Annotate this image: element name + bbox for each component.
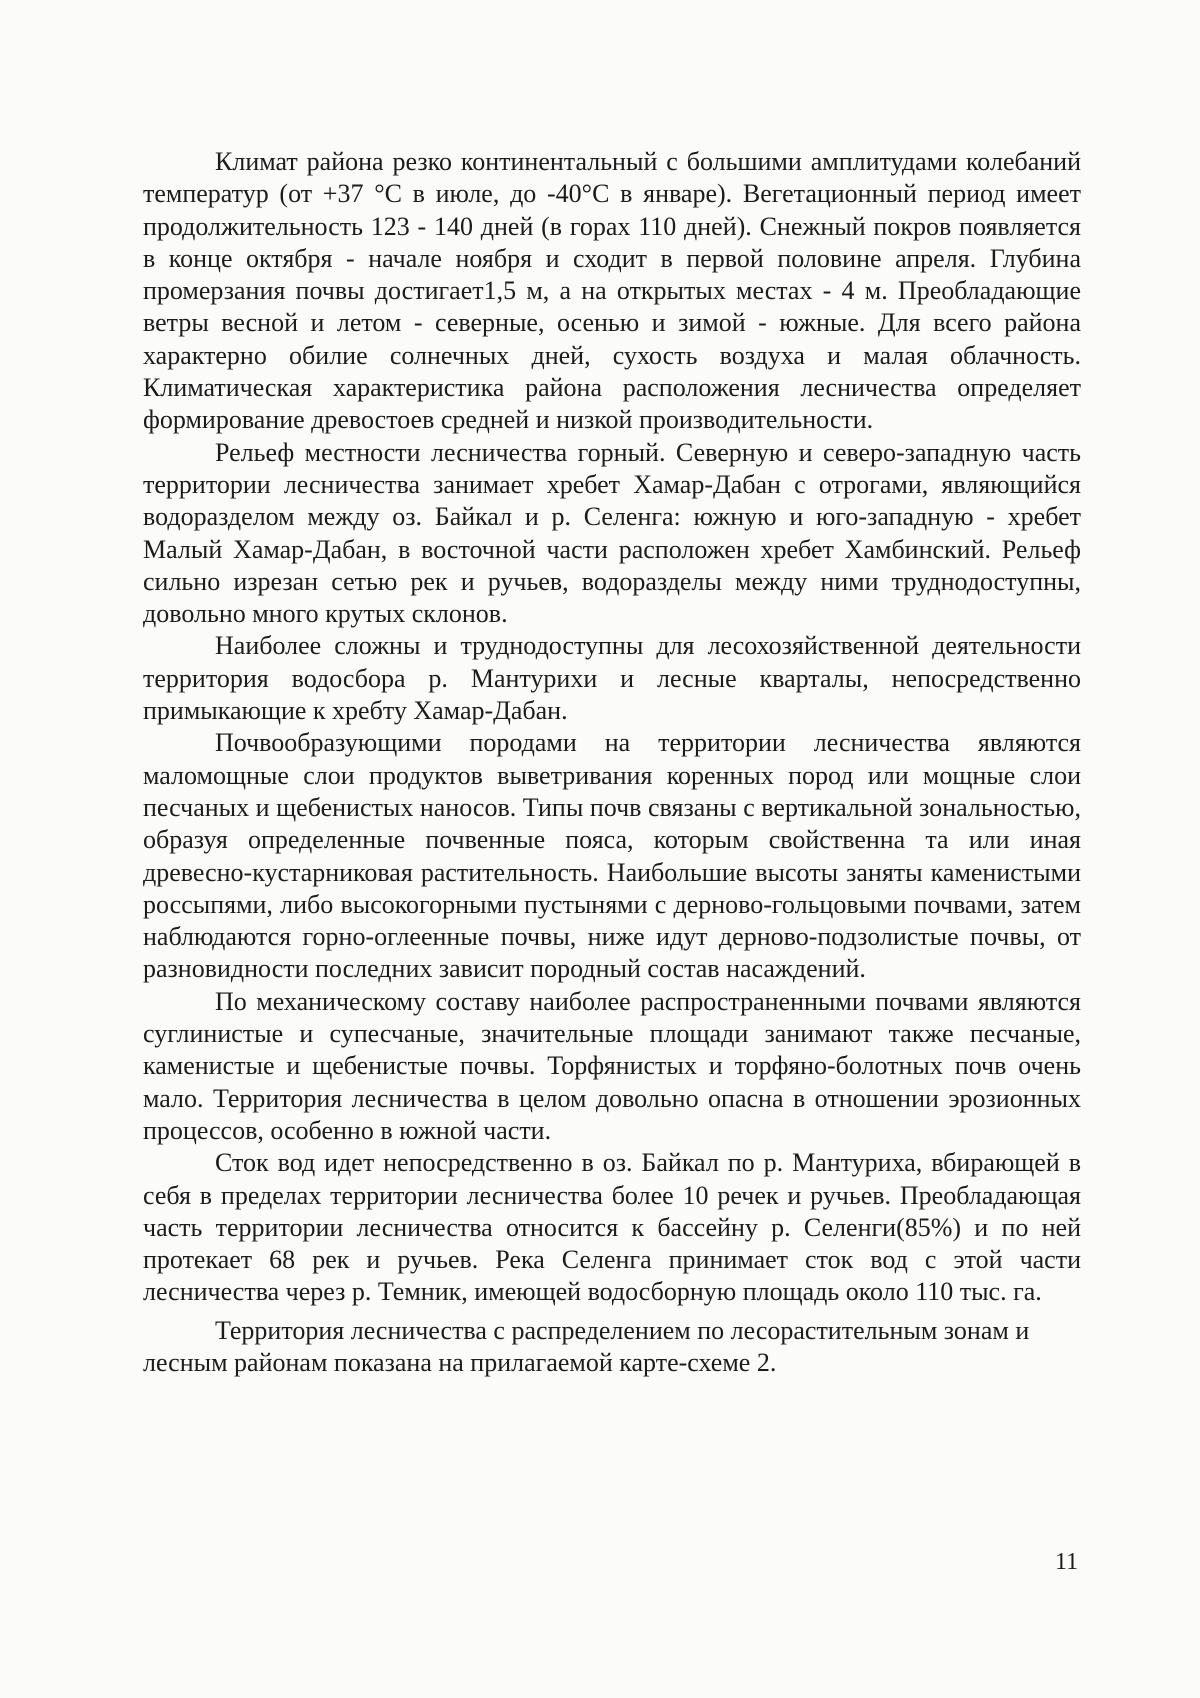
paragraph-relief: Рельеф местности лесничества горный. Северную и северо-западную часть территории лесничества занимает хребет Хамар-Дабан с отрогами, являющийся водоразделом между оз. Байкал и р. Селенга: южную и юго-западную - хребет Малый Хамар-Дабан, в восточной части расположен хребет Хамбинский. Рельеф сильно изрезан сетью рек и ручьев, водоразделы между ними труднодоступны, довольно много крутых склонов.	[143, 437, 1081, 629]
paragraph-difficult-terrain: Наиболее сложны и труднодоступны для лесохозяйственной деятельности территория водосбора р. Мантурихи и лесные кварталы, непосредственно примыкающие к хребту Хамар-Дабан.	[143, 631, 1081, 726]
page-number: 11	[1055, 1549, 1079, 1575]
paragraph-water-runoff: Сток вод идет непосредственно в оз. Байкал по р. Мантуриха, вбирающей в себя в пределах территории лесничества более 10 речек и ручьев. Преобладающая часть территории лесничества относится к бассейну р. Селенги(85%) и по ней протекает 68 рек и ручьев. Река Селенга принимает сток вод с этой части лесничества через р. Темник, имеющей водосборную площадь около 110 тыс. га.	[143, 1148, 1081, 1307]
paragraph-climate: Климат района резко континентальный с большими амплитудами колебаний температур (от +37 °С в июле, до -40°С в январе). Вегетационный период имеет продолжительность 123 - 140 дней (в горах 110 дней). Снежный покров появляется в конце октября - начале ноября и сходит в первой половине апреля. Глубина промерзания почвы достигает1,5 м, а на открытых местах - 4 м. Преобладающие ветры весной и летом - северные, осенью и зимой - южные. Для всего района характерно обилие солнечных дней, сухость воздуха и малая облачность. Климатическая характеристика района расположения лесничества определяет формирование древостоев средней и низкой производительности.	[143, 147, 1081, 435]
paragraph-soil-forming-rocks: Почвообразующими породами на территории лесничества являются маломощные слои продуктов выветривания коренных пород или мощные слои песчаных и щебенистых наносов. Типы почв связаны с вертикальной зональностью, образуя определенные почвенные пояса, которым свойственна та или иная древесно-кустарниковая растительность. Наибольшие высоты заняты каменистыми россыпями, либо высокогорными пустынями с дерново-гольцовыми почвами, затем наблюдаются горно-оглеенные почвы, ниже идут дерново-подзолистые почвы, от разновидности последних зависит породный состав насаждений.	[143, 728, 1081, 984]
document-body	[143, 146, 1081, 1379]
paragraph-soil-composition: По механическому составу наиболее распространенными почвами являются суглинистые и супесчаные, значительные площади занимают также песчаные, каменистые и щебенистые почвы. Торфянистых и торфяно-болотных почв очень мало. Территория лесничества в целом довольно опасна в отношении эрозионных процессов, особенно в южной части.	[143, 986, 1081, 1145]
paragraph-map-reference: Территория лесничества с распределением по лесорастительным зонам и лесным районам показана на прилагаемой карте-схеме 2.	[143, 1315, 1030, 1377]
